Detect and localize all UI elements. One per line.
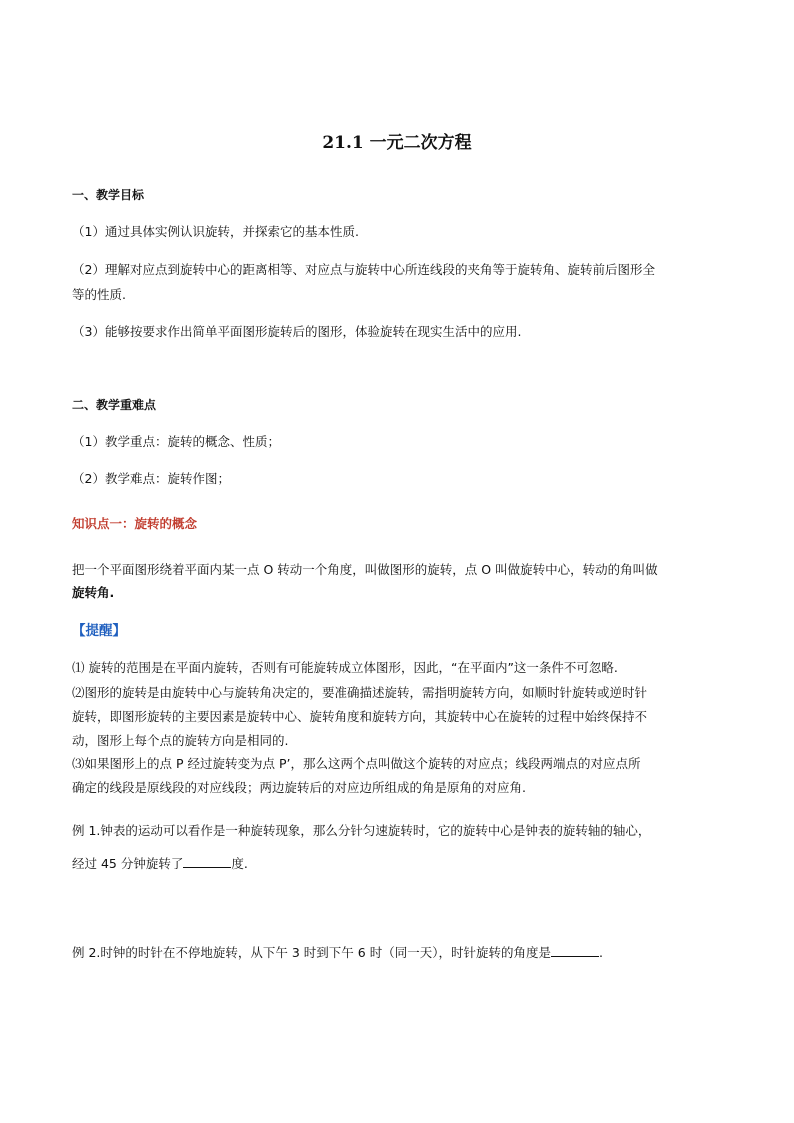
objective-item-2-cont: 等的性质. — [72, 287, 126, 302]
key-point-item-1: （1）教学重点：旋转的概念、性质； — [72, 434, 280, 449]
page-title: 21.1 一元二次方程 — [322, 133, 472, 153]
definition-line-2: 旋转角. — [72, 585, 115, 600]
key-point-item-2: （2）教学难点：旋转作图； — [72, 471, 230, 486]
answer-blank-2[interactable] — [551, 943, 599, 957]
knowledge-point-heading: 知识点一：旋转的概念 — [72, 516, 198, 531]
reminder-heading: 【提醒】 — [72, 623, 126, 639]
section-heading-key-points: 二、教学重难点 — [72, 398, 157, 412]
reminder-line-6: 确定的线段是原线段的对应线段；两边旋转后的对应边所组成的角是原角的对应角. — [72, 780, 526, 795]
reminder-line-3: 旋转，即图形旋转的主要因素是旋转中心、旋转角度和旋转方向，其旋转中心在旋转的过程中始终保持不 — [72, 709, 648, 724]
objective-item-2: （2）理解对应点到旋转中心的距离相等、对应点与旋转中心所连线段的夹角等于旋转角、旋转前后图形全 — [72, 262, 655, 277]
example-1-text-before-blank: 经过 45 分钟旋转了 — [72, 856, 184, 871]
example-1-text-after-blank: 度. — [231, 856, 248, 871]
reminder-line-2: ⑵图形的旋转是由旋转中心与旋转角决定的，要准确描述旋转，需指明旋转方向，如顺时针旋转或逆时针 — [72, 685, 648, 700]
example-2-line — [72, 942, 732, 964]
answer-blank-1[interactable] — [183, 854, 231, 868]
example-1-line-2 — [72, 853, 732, 875]
objective-item-3: （3）能够按要求作出简单平面图形旋转后的图形，体验旋转在现实生活中的应用. — [72, 324, 522, 339]
example-2-text-after-blank: . — [598, 945, 603, 960]
reminder-line-1: ⑴ 旋转的范围是在平面内旋转，否则有可能旋转成立体图形，因此，“在平面内”这一条件不可忽略. — [72, 660, 618, 675]
example-1-line-1: 例 1.钟表的运动可以看作是一种旋转现象，那么分针匀速旋转时，它的旋转中心是钟表的旋转轴的轴心， — [72, 823, 651, 838]
example-2-text-before-blank: 例 2.时钟的时针在不停地旋转，从下午 3 时到下午 6 时（同一天），时针旋转的角度是 — [72, 945, 551, 960]
reminder-line-4: 动，图形上每个点的旋转方向是相同的. — [72, 733, 289, 748]
reminder-line-5: ⑶如果图形上的点 P 经过旋转变为点 P’，那么这两个点叫做这个旋转的对应点；线段两端点的对应点所 — [72, 756, 641, 771]
definition-line-1: 把一个平面图形绕着平面内某一点 O 转动一个角度，叫做图形的旋转，点 O 叫做旋转中心，转动的角叫做 — [72, 562, 658, 577]
objective-item-1: （1）通过具体实例认识旋转，并探索它的基本性质. — [72, 224, 359, 239]
section-heading-objectives: 一、教学目标 — [72, 188, 145, 202]
